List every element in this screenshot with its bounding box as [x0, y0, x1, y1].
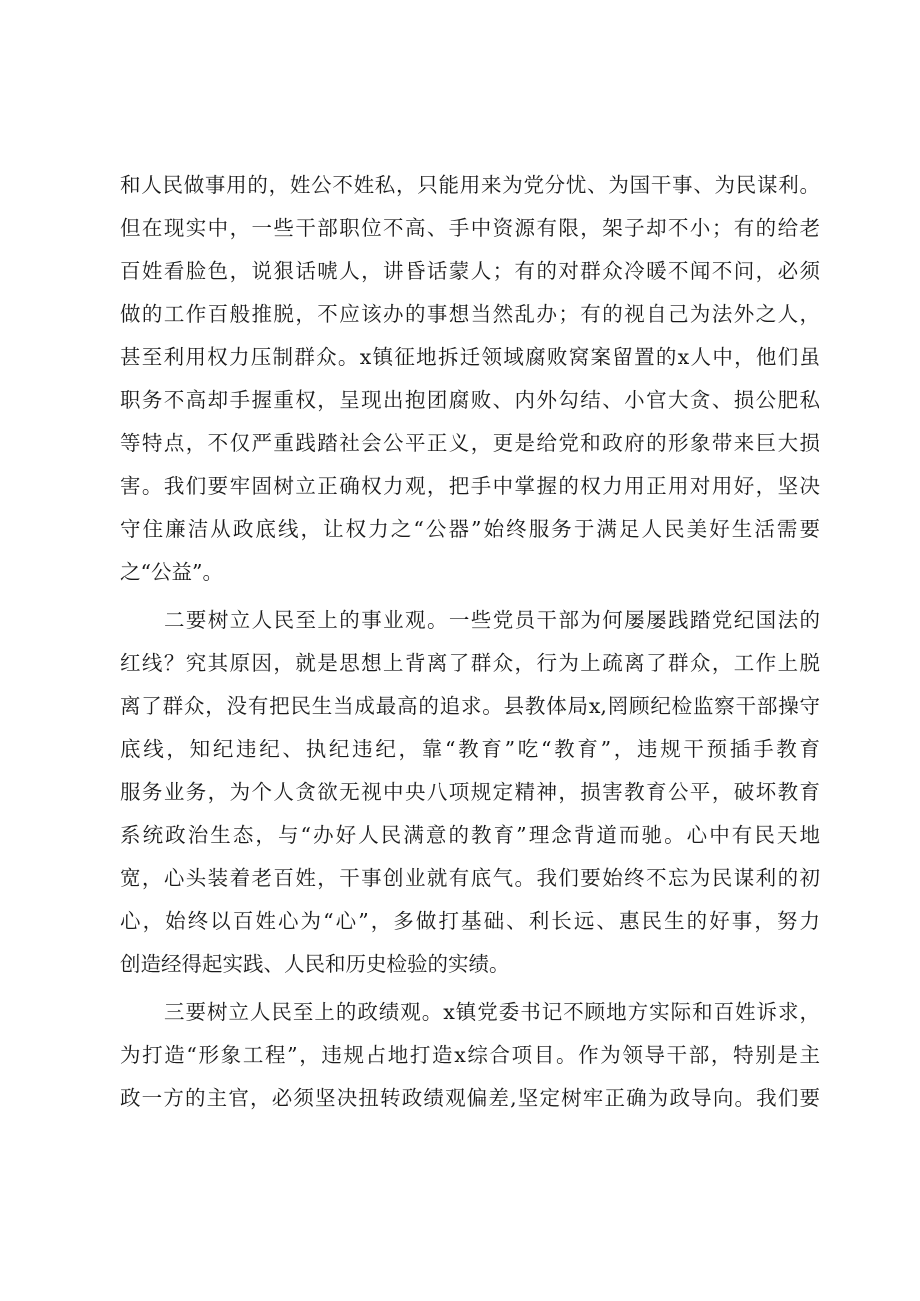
text-line: 政一方的主官，必须坚决扭转政绩观偏差,坚定树牢正确为政导向。我们要 — [120, 1086, 820, 1110]
text-line: 心，始终以百姓心为“心”，多做打基础、利长远、惠民生的好事，努力 — [120, 909, 820, 933]
text-line: 系统政治生态，与“办好人民满意的教育”理念背道而驰。心中有民天地 — [120, 823, 820, 847]
text-line: 创造经得起实践、人民和历史检验的实绩。 — [120, 952, 510, 976]
text-line: 二要树立人民至上的事业观。一些党员干部为何屡屡践踏党纪国法的 — [164, 608, 820, 632]
text-line: 底线，知纪违纪、执纪违纪，靠“教育”吃“教育”，违规干预插手教育 — [120, 737, 820, 761]
text-line: 之“公益”。 — [120, 560, 223, 584]
text-line: 离了群众，没有把民生当成最高的追求。县教体局x,罔顾纪检监察干部操守 — [120, 694, 820, 718]
text-line: 红线？究其原因，就是思想上背离了群众，行为上疏离了群众，工作上脱 — [120, 651, 820, 675]
text-line: 和人民做事用的，姓公不姓私，只能用来为党分忧、为国干事、为民谋利。 — [120, 173, 820, 197]
document-body — [120, 164, 820, 1120]
text-line: 宽，心头装着老百姓，干事创业就有底气。我们要始终不忘为民谋利的初 — [120, 866, 820, 890]
text-line: 等特点，不仅严重践踏社会公平正义，更是给党和政府的形象带来巨大损 — [120, 431, 820, 455]
paragraph-2 — [120, 599, 820, 986]
text-line: 甚至利用权力压制群众。x镇征地拆迁领域腐败窝案留置的x人中，他们虽 — [120, 345, 820, 369]
text-line: 守住廉洁从政底线，让权力之“公器”始终服务于满足人民美好生活需要 — [120, 517, 820, 541]
text-line: 但在现实中，一些干部职位不高、手中资源有限，架子却不小；有的给老 — [120, 216, 820, 240]
paragraph-3 — [120, 991, 820, 1120]
text-line: 做的工作百般推脱，不应该办的事想当然乱办；有的视自己为法外之人， — [120, 302, 820, 326]
text-line: 害。我们要牢固树立正确权力观，把手中掌握的权力用正用对用好，坚决 — [120, 474, 820, 498]
text-line: 职务不高却手握重权，呈现出抱团腐败、内外勾结、小官大贪、损公肥私 — [120, 388, 820, 412]
paragraph-1 — [120, 164, 820, 594]
text-line: 百姓看脸色，说狠话唬人，讲昏话蒙人；有的对群众冷暖不闻不问，必须 — [120, 259, 820, 283]
text-line: 三要树立人民至上的政绩观。x镇党委书记不顾地方实际和百姓诉求， — [164, 1000, 820, 1024]
text-line: 为打造“形象工程”，违规占地打造x综合项目。作为领导干部，特别是主 — [120, 1043, 820, 1067]
text-line: 服务业务，为个人贪欲无视中央八项规定精神，损害教育公平，破坏教育 — [120, 780, 820, 804]
